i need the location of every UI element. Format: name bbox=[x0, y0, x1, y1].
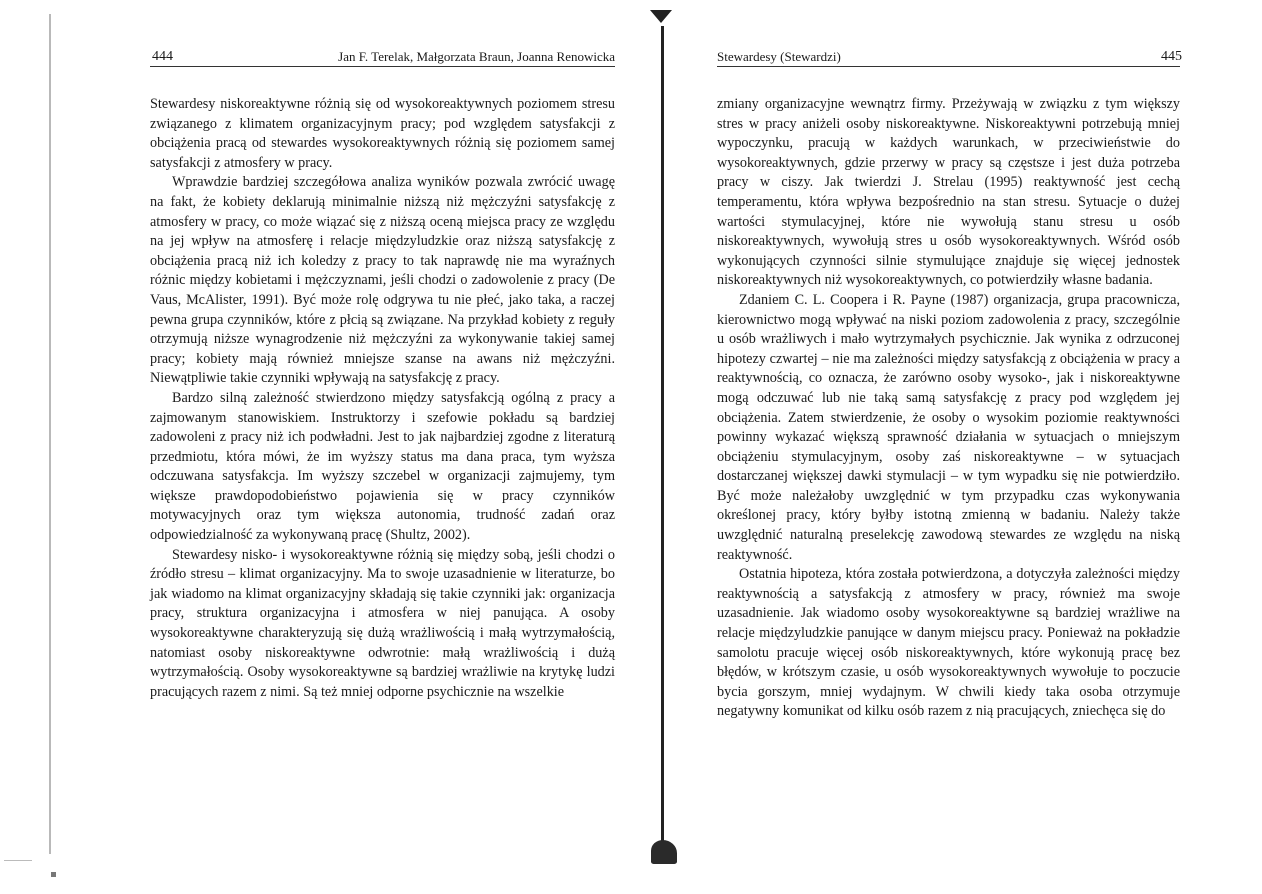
left-header-rule bbox=[150, 66, 615, 67]
gutter-top-shadow bbox=[650, 10, 672, 23]
left-running-head: Jan F. Terelak, Małgorzata Braun, Joanna Renowicka bbox=[338, 49, 615, 64]
left-body-text bbox=[150, 95, 615, 702]
paragraph: Stewardesy nisko- i wysokoreaktywne różnią się między sobą, jeśli chodzi o źródło stresu – klimat organizacyjny. Ma to swoje uzasadnienie w literaturze, bo jak wiadomo na klimat organizacyjny składają się takie czynniki jak: organizacja pracy, struktura organizacyjna i atmosfera w niej panująca. A osoby wysokoreaktywne charakteryzują się dużą wrażliwością i małą wytrzymałością, natomiast osoby niskoreaktywne odwrotnie: małą wrażliwością i dużą wytrzymałością. Osoby wysokoreaktywne są bardziej wrażliwie na krytykę ludzi pracujących razem z nimi. Są też mniej odporne psychicznie na wszelkie bbox=[150, 546, 615, 700]
right-running-head: Stewardesy (Stewardzi) bbox=[717, 49, 841, 64]
scan-edge-tick bbox=[51, 872, 56, 877]
left-page-number: 444 bbox=[152, 49, 173, 64]
paragraph: Bardzo silną zależność stwierdzono między satysfakcją ogólną z pracy a zajmowanym stanowiskiem. Instruktorzy i szefowie pokładu są bardziej zadowoleni z pracy niż ich podwładni. Jest to jak najbardziej zgodne z literaturą przedmiotu, która mówi, że im wyższy status ma dana praca, tym wyższa odczuwana satysfakcja. Im wyższy szczebel w organizacji zajmujemy, tym większe prawdopodobieństwo pojawienia się w pracy czynników motywacyjnych oraz tym większa autonomia, trudność zadań oraz odpowiedzialność za wykonywaną pracę (Shultz, 2002). bbox=[150, 389, 615, 544]
right-body-text bbox=[717, 95, 1180, 722]
paragraph: Wprawdzie bardziej szczegółowa analiza wyników pozwala zwrócić uwagę na fakt, że kobiety deklarują minimalnie niższą niż mężczyźni satysfakcję z atmosfery w pracy, co może wiązać się z niższą oceną miejsca pracy ze względu na jej wpływ na atmosferę i relacje międzyludzkie oraz niższą satysfakcję z obciążenia pracą niż ich koledzy z pracy to tak naprawdę nie ma wyraźnych różnic między kobietami i mężczyznami, jeśli chodzi o zadowolenie z pracy (De Vaus, McAlister, 1991). Być może rolę odgrywa tu nie płeć, jako taka, a raczej pewna grupa czynników, które z płcią są związane. Na przykład kobiety z reguły otrzymują niższe wynagrodzenie niż mężczyźni za wykonywanie takiej samej pracy; kobiety mają również mniejsze szanse na awans niż mężczyźni. Niewątpliwie takie czynniki wpływają na satysfakcję z pracy. bbox=[150, 174, 615, 387]
scan-edge-mark bbox=[4, 860, 32, 861]
right-header-rule bbox=[717, 66, 1180, 67]
right-page-number: 445 bbox=[1161, 49, 1182, 64]
book-gutter bbox=[661, 26, 664, 852]
paragraph: zmiany organizacyjne wewnątrz firmy. Przeżywają w związku z tym większy stres w pracy aniżeli osoby niskoreaktywne. Niskoreaktywni potrzebują mniej wypoczynku, pracują w każdych warunkach, w przeciwieństwie do wysokoreaktywnych, gdzie przerwy w pracy są częstsze i jest duża potrzeba pracy w ciszy. Jak twierdzi J. Strelau (1995) reaktywność jest cechą temperamentu, która wpływa bezpośrednio na stan stresu. Sytuacje o dużej wartości stymulacyjnej, które nie wywołują stanu stresu u osób niskoreaktywnych, wywołują stres u osób wysokoreaktywnych. Wśród osób wykonujących czynności silnie stymulujące znajduje się więcej jednostek niskoreaktywnych niż wysokoreaktywnych, co potwierdziły własne badania. bbox=[717, 96, 1180, 289]
paragraph: Stewardesy niskoreaktywne różnią się od wysokoreaktywnych poziomem stresu związanego z klimatem organizacyjnym pracy; pod względem satysfakcji z obciążenia pracą od stewardes wysokoreaktywnych różnią się poziomem samej satysfakcji z atmosfery w pracy. bbox=[150, 96, 615, 171]
paragraph: Ostatnia hipoteza, która została potwierdzona, a dotyczyła zależności między reaktywnością a satysfakcją z atmosfery w pracy, również ma swoje uzasadnienie. Jak wiadomo osoby wysokoreaktywne są bardziej wrażliwe na relacje międzyludzkie panujące w danym miejscu pracy. Ponieważ na pokładzie samolotu pracuje więcej osób niskoreaktywnych, które wykonują pracę bez błędów, w krótszym czasie, u osób wysokoreaktywnych wywołuje to poczucie bycia gorszym, mniej wydajnym. W chwili kiedy taka osoba otrzymuje negatywny komunikat od kilku osób razem z nią pracujących, zniechęca się do bbox=[717, 566, 1180, 720]
left-page-header bbox=[150, 49, 615, 69]
scan-edge-line bbox=[49, 14, 51, 854]
paragraph: Zdaniem C. L. Coopera i R. Payne (1987) organizacja, grupa pracownicza, kierownictwo mogą wpływać na niski poziom zadowolenia z pracy, szczególnie u osób wrażliwych i mało wytrzymałych psychicznie. Jak wynika z odrzuconej hipotezy czwartej – nie ma zależności między satysfakcją z obciążenia w pracy a reaktywnością, co oznacza, że zarówno osoby wysoko-, jak i niskoreaktywne mogą odczuwać lub nie taką samą satysfakcję z pracy pod względem jej obciążenia. Zatem stwierdzenie, że osoby o wysokim poziomie reaktywności powinny wykazać większą sprawność działania w sytuacjach o mniejszym obciążeniu stymulacyjnym, osoby zaś niskoreaktywne – w sytuacjach dostarczanej większej dawki stymulacji – w tym wypadku się nie potwierdziło. Być może należałoby uwzględnić w tym przypadku czas wykonywania określonej pracy, który byłby istotną zmienną w badaniu. Należy także uwzględnić naturalną preselekcję zawodową stewardes ze względu na niską reaktywność. bbox=[717, 291, 1180, 563]
right-page-header bbox=[717, 49, 1180, 69]
gutter-bottom-shadow bbox=[651, 840, 677, 864]
